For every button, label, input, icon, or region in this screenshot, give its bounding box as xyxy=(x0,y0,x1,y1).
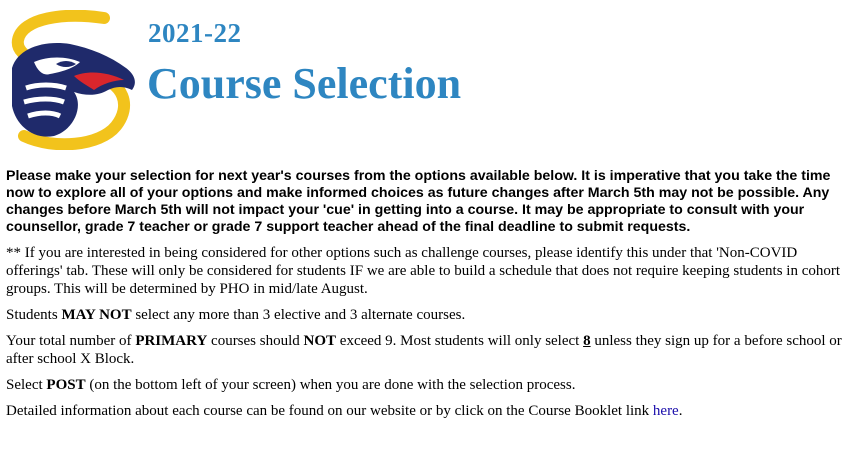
post-text-2: (on the bottom left of your screen) when you are done with the selection process. xyxy=(85,377,576,393)
post-emphasis: POST xyxy=(46,377,86,393)
info-end: . xyxy=(678,403,683,419)
school-year: 2021-22 xyxy=(148,18,242,48)
elective-limit-paragraph xyxy=(6,306,844,324)
page-header xyxy=(0,0,850,160)
course-booklet-link[interactable]: here xyxy=(652,403,679,419)
primary-text-1: Your total number of xyxy=(6,333,136,349)
info-text: Detailed information about each course can be found on our website or by click on the Course Booklet link xyxy=(6,403,653,419)
non-covid-note: ** If you are interested in being considered for other options such as challenge courses, please identify this under that 'Non-COVID offerings' tab. These will only be considered for students IF we are able to build a schedule that does not require keeping students in cohort groups. This will be determined by PHO in mid/late August. xyxy=(6,245,841,297)
eight-emphasis: 8 xyxy=(583,333,591,349)
limit-emphasis: MAY NOT xyxy=(61,307,132,323)
not-emphasis: NOT xyxy=(303,333,337,349)
primary-courses-paragraph xyxy=(6,332,844,368)
post-text-1: Select xyxy=(6,377,47,393)
primary-text-4: unless they sign up for a before school or after school X Block. xyxy=(6,333,842,367)
instructions xyxy=(6,168,844,428)
primary-text-3: exceed 9. Most students will only select xyxy=(336,333,584,349)
eagle-s-logo-icon xyxy=(4,10,142,150)
primary-text-2: courses should xyxy=(207,333,304,349)
info-paragraph xyxy=(6,402,844,420)
intro-paragraph: Please make your selection for next year's courses from the options available below. It is imperative that you take the time now to explore all of your options and make informed choices as future changes after March 5th may not be possible. Any changes before March 5th will not impact your 'cue' in getting into a course. It may be appropriate to consult with your counsellor, grade 7 teacher or grade 7 support teacher ahead of the final deadline to submit requests. xyxy=(6,168,831,235)
post-paragraph xyxy=(6,376,844,394)
limit-text-2: select any more than 3 elective and 3 alternate courses. xyxy=(131,307,466,323)
page-title: Course Selection xyxy=(147,59,462,108)
primary-emphasis: PRIMARY xyxy=(135,333,208,349)
limit-text-1: Students xyxy=(6,307,62,323)
